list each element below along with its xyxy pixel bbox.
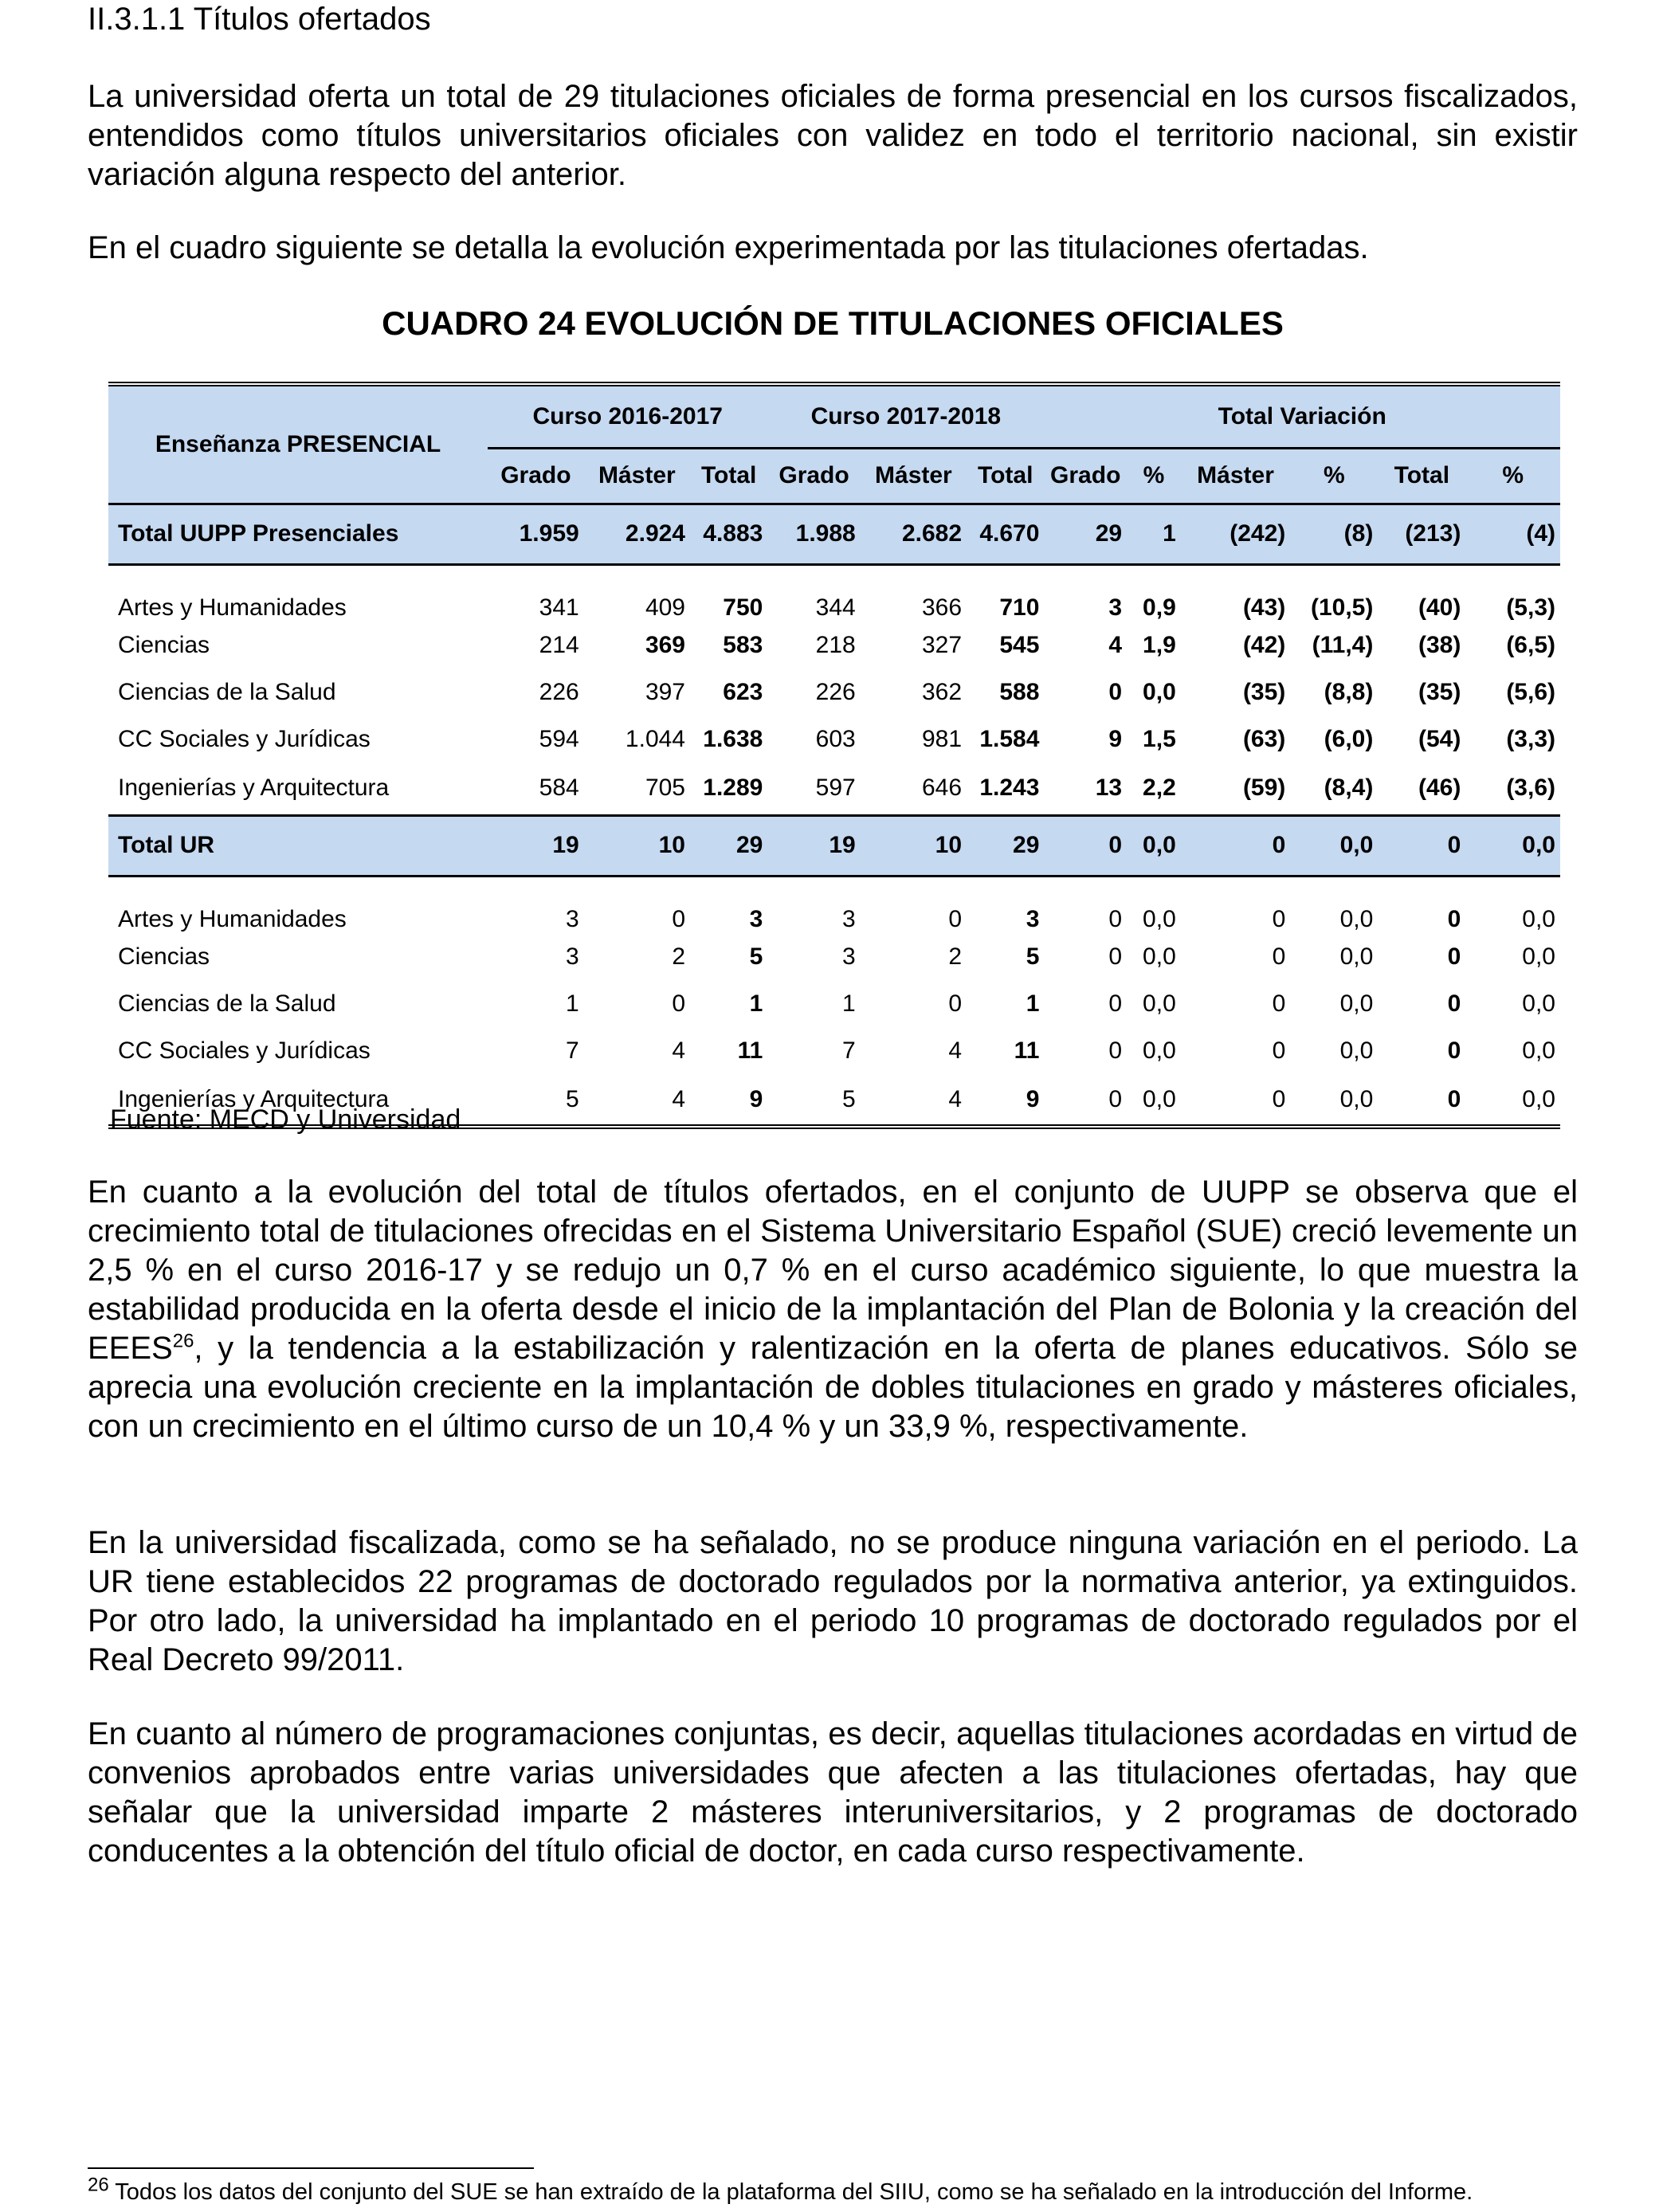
table-cell: 1 [566,990,579,1017]
sub-header: % [1465,448,1560,504]
group-header: Curso 2017-2018 [767,384,1044,448]
table-cell: 0 [1447,906,1461,932]
table-cell: 341 [539,594,579,621]
table-cell: 214 [539,631,579,658]
paragraph-joint-programs: En cuanto al número de programaciones conjuntas, es decir, aquellas titulaciones acordadas en virtud de convenios aprobados entre varias universidades que afecten a las titulaciones ofertadas, hay que señalar que la universidad imparte 2 másteres interuniversitarios, y 2 programas de doctorado conducentes a la obtención del título oficial de doctor, en cada curso respectivamente. [88,1716,1578,1869]
table-cell: 0,0 [1143,990,1176,1017]
header-row-label: Enseñanza PRESENCIAL [108,384,488,504]
table-cell: (35) [1418,678,1461,705]
table-cell: 705 [645,775,685,802]
sub-header: Máster [1181,448,1291,504]
table-cell: 5 [1026,943,1040,970]
sub-header: Máster [861,448,967,504]
table-cell: 362 [921,678,963,705]
summary-cell: 29 [967,815,1044,876]
table-cell: (3,3) [1506,725,1555,752]
titulaciones-table [108,382,1560,1129]
table-cell: 1.243 [979,775,1040,802]
table-cell: (10,5) [1310,594,1374,621]
summary-cell: 19 [767,815,860,876]
sub-header: Grado [488,448,584,504]
table-cell: 4 [672,1085,685,1112]
table-cell: 0 [1108,1085,1123,1112]
table-cell: 409 [645,594,685,621]
table-cell: (59) [1242,775,1286,802]
table-cell: 369 [645,631,685,658]
summary-cell: 0 [1378,815,1465,876]
table-cell: 9 [749,1085,763,1112]
table-row [108,1027,1560,1074]
summary-cell: 4.883 [690,504,767,564]
table-row [108,669,1560,716]
row-label: Ciencias [118,631,210,658]
table-cell: 2,2 [1143,775,1176,802]
table-cell: 0,0 [1143,678,1176,705]
table-cell: 584 [539,775,579,802]
table-cell: (38) [1418,631,1461,658]
summary-cell: 29 [690,815,767,876]
table-cell: 1.044 [625,725,685,752]
table-cell: 4 [948,1085,963,1112]
table-summary-row [108,815,1560,876]
table-cell: 218 [815,631,856,658]
row-label: Ciencias de la Salud [118,990,336,1017]
table-cell: 545 [999,631,1040,658]
table-cell: (63) [1242,725,1286,752]
paragraph-evolution-part1: En cuanto a la evolución del total de títulos ofertados, en el conjunto de UUPP se observa que el crecimiento total de titulaciones ofrecidas en el Sistema Universitario Español (SUE) creció levemente un 2,5 % en el curso 2016-17 y se redujo un 0,7 % en el curso académico siguiente, lo que muestra la estabilidad producida en la oferta desde el inicio de la implantación del Plan de Bolonia y la creación del EEES [88,1175,1578,1366]
table-cell: 1.638 [703,725,763,752]
row-label: CC Sociales y Jurídicas [118,725,371,752]
table-cell: 0 [1272,1085,1286,1112]
table-cell: (35) [1242,678,1286,705]
table-row [108,980,1560,1027]
sub-header: Total [690,448,767,504]
table-cell: 4 [672,1037,685,1064]
table-cell: 5 [566,1085,579,1112]
row-label: Artes y Humanidades [118,906,347,932]
table-cell: 0 [1447,1037,1461,1064]
paragraph-intro: La universidad oferta un total de 29 titulaciones oficiales de forma presencial en los cursos fiscalizados, entendidos como títulos universitarios oficiales con validez en todo el territorio nacional, sin existir variación alguna respecto del anterior. [88,79,1578,192]
table-cell: 7 [842,1037,856,1064]
table-cell: 0,0 [1339,943,1374,970]
table-cell: (5,3) [1506,594,1555,621]
summary-cell: 19 [488,815,584,876]
table-cell: 327 [921,631,963,658]
table-cell: 7 [566,1037,579,1064]
row-label: Artes y Humanidades [118,594,347,621]
table-cell: 0,0 [1339,1085,1374,1112]
paragraph-table-intro: En el cuadro siguiente se detalla la evolución experimentada por las titulaciones ofertadas. [88,230,1369,265]
table-cell: 0 [1108,990,1123,1017]
table-cell: 0,0 [1522,1037,1555,1064]
group-header: Total Variación [1044,384,1560,448]
paragraph-university: En la universidad fiscalizada, como se ha señalado, no se produce ninguna variación en el periodo. La UR tiene establecidos 22 programas de doctorado regulados por la normativa anterior, ya extinguidos. Por otro lado, la universidad ha implantado en el periodo 10 programas de doctorado regulados por el Real Decreto 99/2011. [88,1525,1578,1677]
summary-cell: 0,0 [1290,815,1378,876]
summary-cell: (213) [1378,504,1465,564]
table-cell: (46) [1418,775,1461,802]
table-cell: 0 [1272,990,1286,1017]
table-cell: 1 [1026,990,1040,1017]
table-cell: 0 [1108,943,1123,970]
summary-cell: 1.959 [488,504,584,564]
table-cell: 0 [948,906,963,932]
sub-header: Total [967,448,1044,504]
row-label: Ingenierías y Arquitectura [118,1085,390,1112]
summary-cell: 0 [1044,815,1127,876]
table-cell: 594 [539,725,579,752]
summary-cell: (4) [1465,504,1560,564]
table-cell: 397 [645,678,685,705]
row-label: Ciencias [118,943,210,970]
table-cell: (11,4) [1312,631,1374,658]
table-cell: 5 [749,943,763,970]
table-summary-row [108,504,1560,564]
sub-header: Grado [767,448,860,504]
table-cell: 11 [737,1037,763,1064]
table-cell: 3 [566,906,579,932]
summary-cell: 4.670 [967,504,1044,564]
table-header-row [108,384,1560,448]
table-cell: 603 [815,725,856,752]
summary-label: Total UR [108,815,488,876]
footnote [88,2174,1473,2206]
table-cell: 1 [842,990,856,1017]
table-cell: (43) [1242,594,1286,621]
table-cell: 3 [566,943,579,970]
table-cell: 2 [672,943,685,970]
table-cell: 0 [1447,1085,1461,1112]
sub-header: % [1290,448,1378,504]
summary-cell: 2.924 [584,504,690,564]
table-row [108,716,1560,763]
table-caption: CUADRO 24 EVOLUCIÓN DE TITULACIONES OFICIALES [382,304,1284,342]
summary-cell: (242) [1181,504,1291,564]
row-label: Ciencias de la Salud [118,678,336,705]
table-cell: (6,0) [1324,725,1374,752]
table-cell: 597 [815,775,856,802]
table-cell: (6,5) [1506,631,1555,658]
sub-header: Grado [1044,448,1127,504]
table-cell: 226 [815,678,856,705]
table-cell: 0 [1108,1037,1123,1064]
summary-cell: 0,0 [1127,815,1181,876]
table-cell: 1.289 [703,775,763,802]
table-cell: (42) [1242,631,1286,658]
table-cell: 4 [1108,631,1123,658]
table-cell: 3 [1108,594,1123,621]
table-cell: 981 [921,725,963,752]
table-cell: 588 [999,678,1040,705]
table-cell: 0 [1108,906,1123,932]
sub-header: % [1127,448,1181,504]
row-label: Ingenierías y Arquitectura [118,775,390,802]
table-cell: 3 [1026,906,1040,932]
table-cell: 0,0 [1339,990,1374,1017]
table-cell: 0,0 [1339,906,1374,932]
summary-cell: (8) [1290,504,1378,564]
table-cell: 4 [948,1037,963,1064]
table-cell: 0,0 [1143,943,1176,970]
table-cell: 11 [1014,1037,1040,1064]
table-cell: 0,0 [1339,1037,1374,1064]
table-cell: 0,0 [1143,1085,1176,1112]
summary-cell: 1 [1127,504,1181,564]
table-cell: 710 [999,594,1040,621]
section-heading: II.3.1.1 Títulos ofertados [88,2,431,37]
table-cell: 0,0 [1522,906,1555,932]
summary-label: Total UUPP Presenciales [108,504,488,564]
summary-cell: 10 [584,815,690,876]
table-source-note: Fuente: MECD y Universidad [110,1104,461,1135]
table-cell: (8,8) [1324,678,1374,705]
summary-cell: 0 [1181,815,1291,876]
sub-header: Total [1378,448,1465,504]
table-cell: 3 [842,906,856,932]
table-row [108,763,1560,815]
table-row [108,876,1560,933]
table-cell: 3 [842,943,856,970]
footnote-number: 26 [88,2174,109,2196]
table-cell: 1,5 [1143,725,1176,752]
table-cell: 0,0 [1522,1085,1555,1112]
table-cell: 1 [749,990,763,1017]
table-cell: 9 [1026,1085,1040,1112]
table-row [108,933,1560,980]
table-cell: 0 [1272,1037,1286,1064]
table-cell: 0 [1447,943,1461,970]
table-cell: 0 [1272,906,1286,932]
table-cell: 344 [815,594,856,621]
table-cell: 9 [1108,725,1123,752]
summary-cell: 2.682 [861,504,967,564]
summary-cell: 0,0 [1465,815,1560,876]
table-cell: 2 [948,943,963,970]
table-cell: (40) [1418,594,1461,621]
paragraph-evolution-part2: , y la tendencia a la estabilización y ralentización en la oferta de planes educativos. Sólo se aprecia una evolución creciente en la implantación de dobles titulaciones en grado y másteres oficiales, con un crecimiento en el último curso de un 10,4 % y un 33,9 %, respectivamente. [88,1331,1578,1444]
row-label: CC Sociales y Jurídicas [118,1037,371,1064]
table-cell: 0,0 [1522,943,1555,970]
table-cell: 0,0 [1522,990,1555,1017]
table-cell: (3,6) [1506,775,1555,802]
table-cell: 0 [672,990,685,1017]
table-cell: (5,6) [1506,678,1555,705]
table-cell: 1,9 [1143,631,1176,658]
table-cell: 583 [723,631,763,658]
table-cell: 0 [1272,943,1286,970]
table-cell: 0,0 [1143,906,1176,932]
table-cell: 646 [921,775,963,802]
footnote-text: Todos los datos del conjunto del SUE se han extraído de la plataforma del SIIU, como se ha señalado en la introducción del Informe. [108,2179,1473,2205]
table-cell: 13 [1095,775,1123,802]
table-cell: 5 [842,1085,856,1112]
table-cell: 0 [672,906,685,932]
table-cell: 366 [921,594,963,621]
table-row [108,564,1560,622]
table-cell: 0 [948,990,963,1017]
table-cell: 0 [1108,678,1123,705]
group-header: Curso 2016-2017 [488,384,767,448]
sub-header: Máster [584,448,690,504]
table-cell: 0,0 [1143,1037,1176,1064]
table-cell: 0 [1447,990,1461,1017]
table-cell: 226 [539,678,579,705]
table-cell: 750 [723,594,763,621]
table-cell: (54) [1418,725,1461,752]
table-cell: 623 [723,678,763,705]
table-cell: (8,4) [1324,775,1374,802]
table-cell: 1.584 [979,725,1040,752]
footnote-reference[interactable]: 26 [172,1330,194,1352]
summary-cell: 29 [1044,504,1127,564]
paragraph-evolution [88,1173,1578,1446]
footnote-separator [88,2167,534,2169]
table-cell: 0,9 [1143,594,1176,621]
summary-cell: 1.988 [767,504,860,564]
table-row [108,622,1560,669]
summary-cell: 10 [861,815,967,876]
table-cell: 3 [749,906,763,932]
